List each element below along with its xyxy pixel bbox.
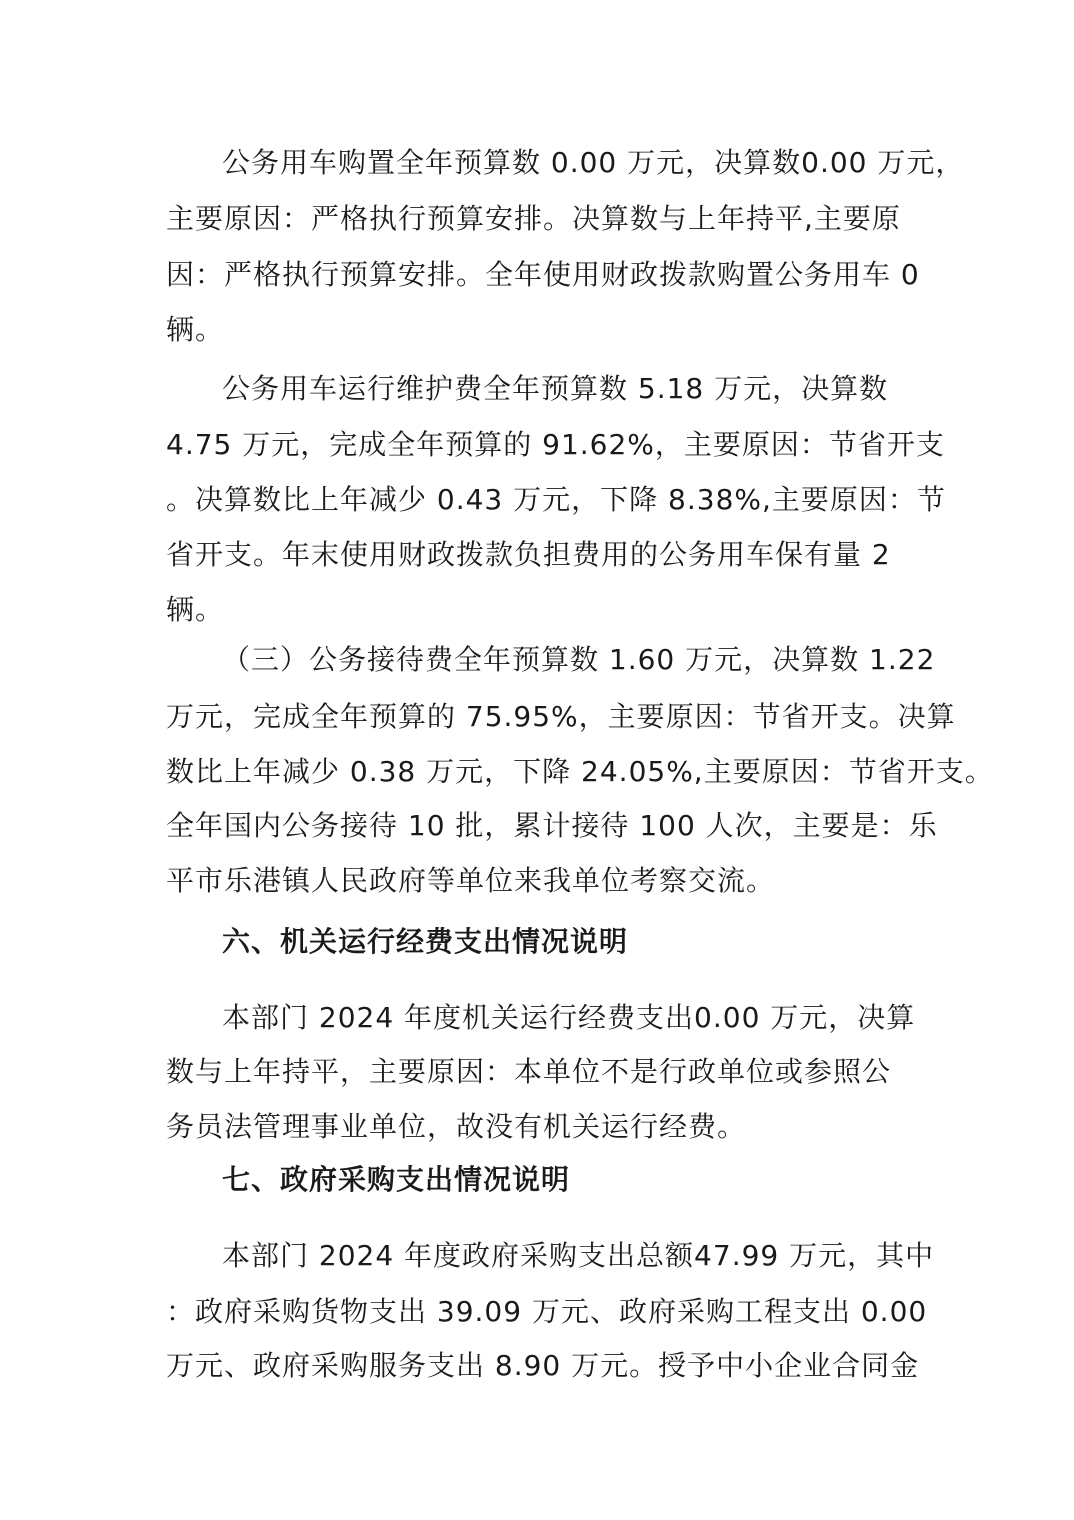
text-line: 辆。 [166, 593, 225, 626]
text-line: 万元、政府采购服务支出 8.90 万元。授予中小企业合同金 [166, 1349, 920, 1382]
text-line: 公务用车运行维护费全年预算数 5.18 万元，决算数 [222, 372, 889, 405]
text-line: 因：严格执行预算安排。全年使用财政拨款购置公务用车 0 [166, 258, 920, 291]
text-line: 辆。 [166, 313, 225, 346]
section-heading: 七、政府采购支出情况说明 [222, 1163, 571, 1196]
text-line: 本部门 2024 年度政府采购支出总额47.99 万元，其中 [222, 1239, 935, 1272]
section-heading: 六、机关运行经费支出情况说明 [222, 925, 629, 958]
text-line: 主要原因：严格执行预算安排。决算数与上年持平,主要原 [166, 202, 901, 235]
text-line: 省开支。年末使用财政拨款负担费用的公务用车保有量 2 [166, 538, 891, 571]
text-line: 数比上年减少 0.38 万元，下降 24.05%,主要原因：节省开支。 [166, 755, 994, 788]
text-line: 本部门 2024 年度机关运行经费支出0.00 万元，决算 [222, 1001, 916, 1034]
text-line: （三）公务接待费全年预算数 1.60 万元，决算数 1.22 [222, 643, 936, 676]
text-line: 公务用车购置全年预算数 0.00 万元，决算数0.00 万元， [222, 146, 965, 179]
text-line: 4.75 万元，完成全年预算的 91.62%，主要原因：节省开支 [166, 428, 945, 461]
text-line: ：政府采购货物支出 39.09 万元、政府采购工程支出 0.00 [166, 1295, 928, 1328]
text-line: 。决算数比上年减少 0.43 万元，下降 8.38%,主要原因：节 [166, 483, 946, 516]
text-line: 万元，完成全年预算的 75.95%，主要原因：节省开支。决算 [166, 700, 956, 733]
text-line: 务员法管理事业单位，故没有机关运行经费。 [166, 1110, 747, 1143]
text-line: 全年国内公务接待 10 批，累计接待 100 人次，主要是：乐 [166, 809, 938, 842]
text-line: 平市乐港镇人民政府等单位来我单位考察交流。 [166, 864, 776, 897]
text-line: 数与上年持平，主要原因：本单位不是行政单位或参照公 [166, 1055, 892, 1088]
